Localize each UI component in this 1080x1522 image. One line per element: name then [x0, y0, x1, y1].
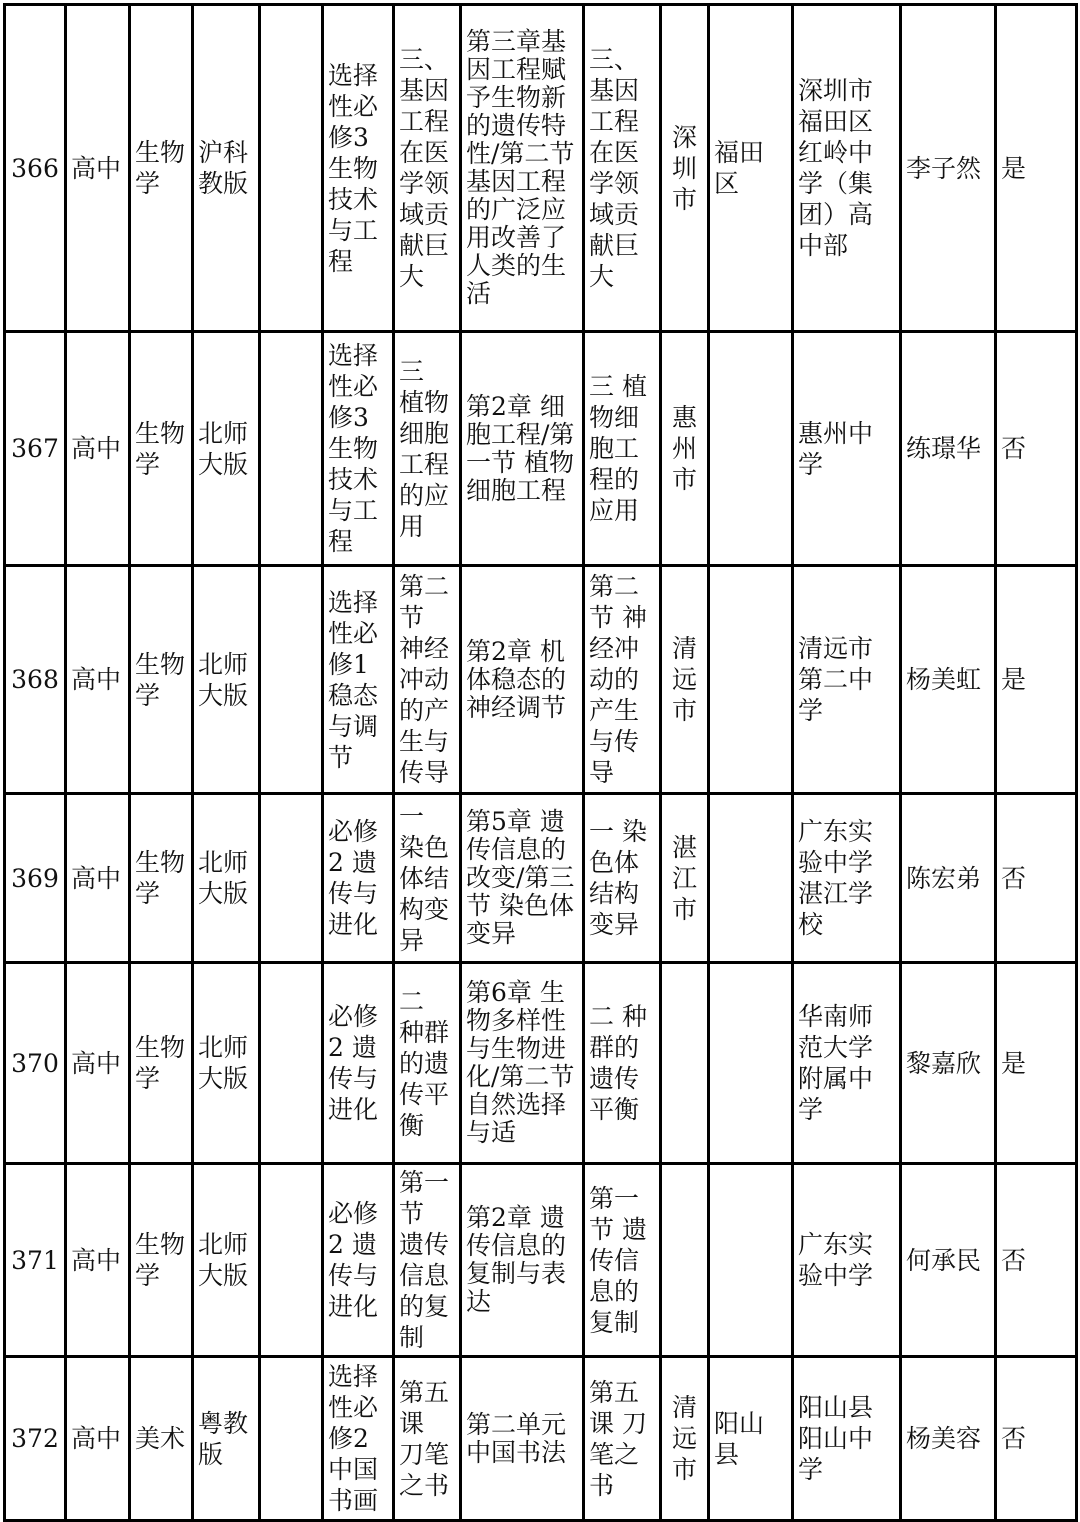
table-row: [5, 963, 1077, 1164]
cell-section_b: 三 植物细胞工程的应用: [584, 332, 661, 566]
cell-seq: 369: [5, 794, 66, 963]
cell-level: 高中: [66, 1164, 130, 1357]
cell-level: 高中: [66, 5, 130, 332]
cell-module: 选择性必修3 生物技术与工程: [323, 5, 394, 332]
cell-selected: 否: [996, 332, 1077, 566]
cell-blank: [260, 963, 323, 1164]
table-body: [5, 5, 1077, 1521]
cell-city: 清远市: [661, 1357, 709, 1521]
cell-school: 华南师范大学附属中学: [793, 963, 901, 1164]
cell-seq: 370: [5, 963, 66, 1164]
table-row: [5, 1164, 1077, 1357]
cell-district: 阳山县: [709, 1357, 793, 1521]
cell-school: 清远市第二中学: [793, 566, 901, 794]
cell-seq: 366: [5, 5, 66, 332]
cell-chapter: 第三章基因工程赋予生物新的遗传特性/第二节 基因工程的广泛应用改善了人类的生活: [461, 5, 584, 332]
cell-seq: 371: [5, 1164, 66, 1357]
cell-selected: 否: [996, 1357, 1077, 1521]
cell-school: 广东实验中学湛江学校: [793, 794, 901, 963]
cell-module: 选择性必修1 稳态与调节: [323, 566, 394, 794]
cell-section_b: 第五课 刀笔之书: [584, 1357, 661, 1521]
cell-selected: 否: [996, 794, 1077, 963]
table-row: [5, 5, 1077, 332]
table-row: [5, 332, 1077, 566]
cell-blank: [260, 5, 323, 332]
cell-subject: 生物学: [130, 794, 193, 963]
cell-seq: 367: [5, 332, 66, 566]
cell-chapter: 第6章 生物多样性与生物进化/第二节 自然选择与适: [461, 963, 584, 1164]
cell-district: [709, 566, 793, 794]
cell-school: 深圳市福田区红岭中学（集团）高中部: [793, 5, 901, 332]
cell-city: 深圳市: [661, 5, 709, 332]
cell-level: 高中: [66, 1357, 130, 1521]
cell-teacher: 何承民: [901, 1164, 996, 1357]
cell-blank: [260, 794, 323, 963]
cell-selected: 是: [996, 566, 1077, 794]
cell-teacher: 陈宏弟: [901, 794, 996, 963]
cell-module: 选择性必修2 中国书画: [323, 1357, 394, 1521]
cell-school: 阳山县阳山中学: [793, 1357, 901, 1521]
cell-school: 惠州中学: [793, 332, 901, 566]
cell-section: 三、基因工程在医学领域贡献巨大: [394, 5, 461, 332]
cell-section_b: 第一节 遗传信息的复制: [584, 1164, 661, 1357]
cell-subject: 美术: [130, 1357, 193, 1521]
table-row: [5, 566, 1077, 794]
cell-city: [661, 1164, 709, 1357]
cell-level: 高中: [66, 794, 130, 963]
cell-chapter: 第2章 细胞工程/第一节 植物细胞工程: [461, 332, 584, 566]
lesson-record-table: [3, 3, 1078, 1522]
cell-teacher: 杨美容: [901, 1357, 996, 1521]
cell-blank: [260, 566, 323, 794]
cell-selected: 是: [996, 963, 1077, 1164]
cell-section: 第一节 遗传信息的复制: [394, 1164, 461, 1357]
cell-subject: 生物学: [130, 963, 193, 1164]
cell-teacher: 李子然: [901, 5, 996, 332]
cell-chapter: 第5章 遗传信息的改变/第三节 染色体变异: [461, 794, 584, 963]
cell-section: 三 植物细胞工程的应用: [394, 332, 461, 566]
cell-chapter: 第2章 遗传信息的复制与表达: [461, 1164, 584, 1357]
cell-district: [709, 794, 793, 963]
cell-module: 必修2 遗传与进化: [323, 963, 394, 1164]
cell-edition: 北师大版: [193, 1164, 260, 1357]
cell-city: 湛江市: [661, 794, 709, 963]
cell-chapter: 第2章 机体稳态的神经调节: [461, 566, 584, 794]
cell-subject: 生物学: [130, 5, 193, 332]
cell-selected: 是: [996, 5, 1077, 332]
cell-district: [709, 1164, 793, 1357]
cell-teacher: 杨美虹: [901, 566, 996, 794]
cell-section: 一 染色体结构变异: [394, 794, 461, 963]
cell-section: 二 种群的遗传平衡: [394, 963, 461, 1164]
cell-teacher: 黎嘉欣: [901, 963, 996, 1164]
cell-edition: 沪科教版: [193, 5, 260, 332]
cell-section_b: 三、基因工程在医学领域贡献巨大: [584, 5, 661, 332]
cell-section_b: 一 染色体结构变异: [584, 794, 661, 963]
cell-seq: 368: [5, 566, 66, 794]
cell-edition: 北师大版: [193, 963, 260, 1164]
cell-edition: 北师大版: [193, 566, 260, 794]
cell-edition: 北师大版: [193, 332, 260, 566]
cell-blank: [260, 1164, 323, 1357]
cell-school: 广东实验中学: [793, 1164, 901, 1357]
cell-section_b: 二 种群的遗传平衡: [584, 963, 661, 1164]
cell-edition: 北师大版: [193, 794, 260, 963]
cell-edition: 粤教版: [193, 1357, 260, 1521]
cell-section_b: 第二节 神经冲动的产生与传导: [584, 566, 661, 794]
cell-level: 高中: [66, 566, 130, 794]
cell-subject: 生物学: [130, 1164, 193, 1357]
cell-chapter: 第二单元 中国书法: [461, 1357, 584, 1521]
table-row: [5, 1357, 1077, 1521]
cell-module: 必修2 遗传与进化: [323, 794, 394, 963]
table-row: [5, 794, 1077, 963]
cell-teacher: 练璟华: [901, 332, 996, 566]
cell-selected: 否: [996, 1164, 1077, 1357]
cell-city: 清远市: [661, 566, 709, 794]
cell-section: 第二节 神经冲动的产生与传导: [394, 566, 461, 794]
cell-district: 福田区: [709, 5, 793, 332]
cell-module: 必修2 遗传与进化: [323, 1164, 394, 1357]
cell-city: [661, 963, 709, 1164]
cell-district: [709, 963, 793, 1164]
cell-module: 选择性必修3 生物技术与工程: [323, 332, 394, 566]
cell-blank: [260, 1357, 323, 1521]
cell-subject: 生物学: [130, 566, 193, 794]
cell-section: 第五课 刀笔之书: [394, 1357, 461, 1521]
cell-level: 高中: [66, 963, 130, 1164]
cell-level: 高中: [66, 332, 130, 566]
cell-district: [709, 332, 793, 566]
cell-blank: [260, 332, 323, 566]
cell-seq: 372: [5, 1357, 66, 1521]
cell-subject: 生物学: [130, 332, 193, 566]
cell-city: 惠州市: [661, 332, 709, 566]
